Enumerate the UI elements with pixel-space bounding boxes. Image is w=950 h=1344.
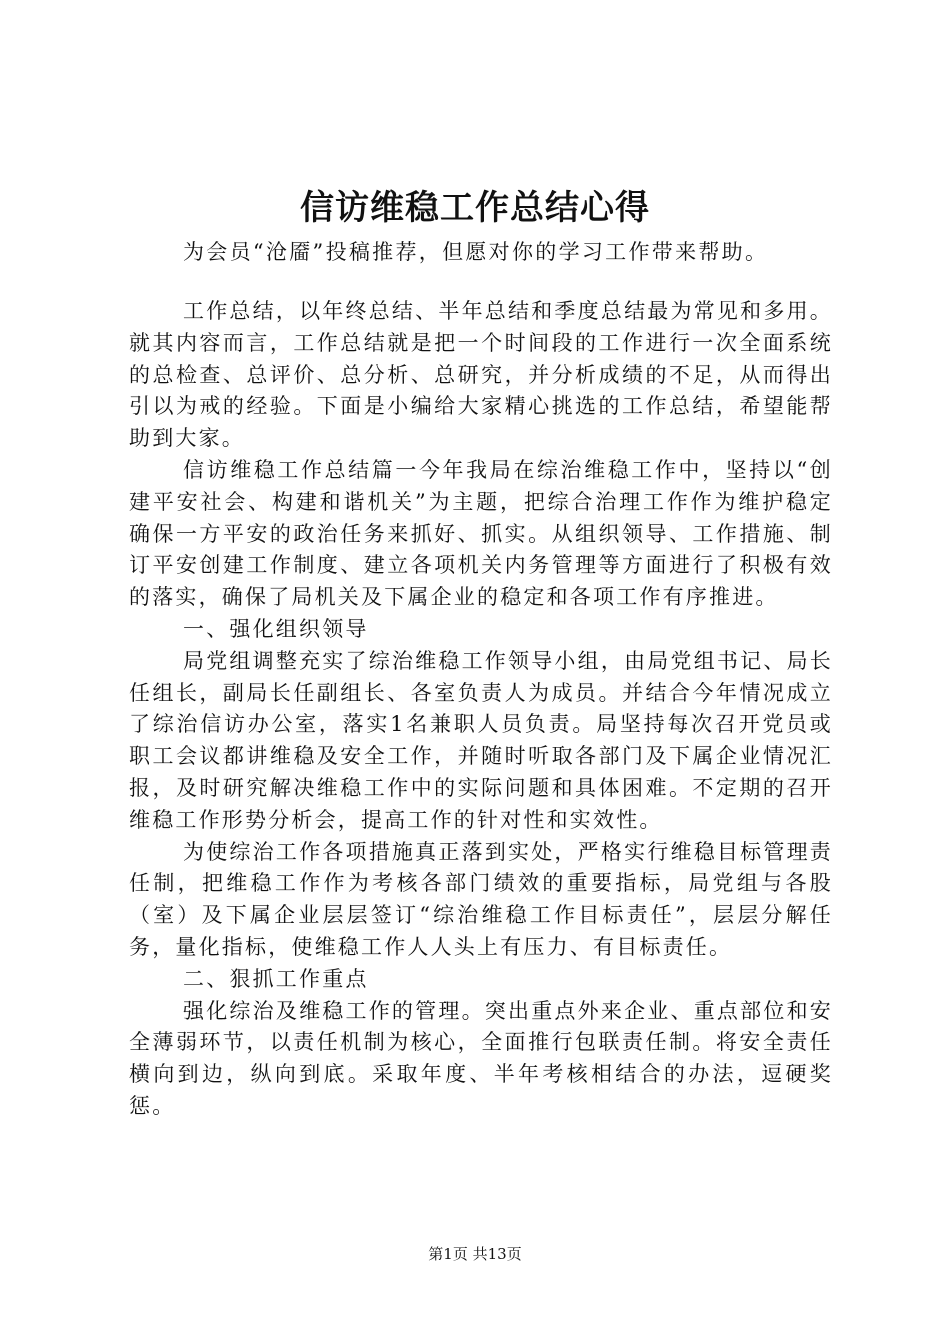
section-heading: 二、狠抓工作重点 — [183, 966, 369, 991]
section-paragraph: 信访维稳工作总结篇一今年我局在综治维稳工作中，坚持以“创建平安社会、构建和谐机关”为主题，把综合治理工作作为维护稳定确保一方平安的政治任务来抓好、抓实。从组织领导、工作措施、制订平安创建工作制度、建立各项机关内务管理等方面进行了积极有效的落实，确保了局机关及下属企业的稳定和各项工作有序推进。 — [129, 457, 833, 610]
section-paragraph: 局党组调整充实了综治维稳工作领导小组，由局党组书记、局长任组长，副局长任副组长、各室负责人为成员。并结合今年情况成立了综治信访办公室，落实1名兼职人员负责。局坚持每次召开党员或职工会议都讲维稳及安全工作，并随时听取各部门及下属企业情况汇报，及时研究解决维稳工作中的实际问题和具体困难。不定期的召开维稳工作形势分析会，提高工作的针对性和实效性。 — [129, 648, 833, 832]
document-subtitle: 为会员“沧靥”投稿推荐，但愿对你的学习工作带来帮助。 — [183, 240, 769, 264]
document-body — [129, 296, 833, 1123]
section-paragraph: 为使综治工作各项措施真正落到实处，严格实行维稳目标管理责任制，把维稳工作作为考核各部门绩效的重要指标，局党组与各股（室）及下属企业层层签订“综治维稳工作目标责任”，层层分解任务，量化指标，使维稳工作人人头上有压力、有目标责任。 — [129, 839, 833, 959]
section-heading: 一、强化组织领导 — [183, 616, 369, 641]
section-paragraph: 强化综治及维稳工作的管理。突出重点外来企业、重点部位和安全薄弱环节，以责任机制为核心，全面推行包联责任制。将安全责任横向到边，纵向到底。采取年度、半年考核相结合的办法，逗硬奖惩。 — [129, 998, 833, 1118]
document-title: 信访维稳工作总结心得 — [300, 188, 650, 228]
intro-paragraph: 工作总结，以年终总结、半年总结和季度总结最为常见和多用。就其内容而言，工作总结就是把一个时间段的工作进行一次全面系统的总检查、总评价、总分析、总研究，并分析成绩的不足，从而得出引以为戒的经验。下面是小编给大家精心挑选的工作总结，希望能帮助到大家。 — [129, 299, 833, 451]
page-number: 第1页 共13页 — [428, 1245, 522, 1263]
